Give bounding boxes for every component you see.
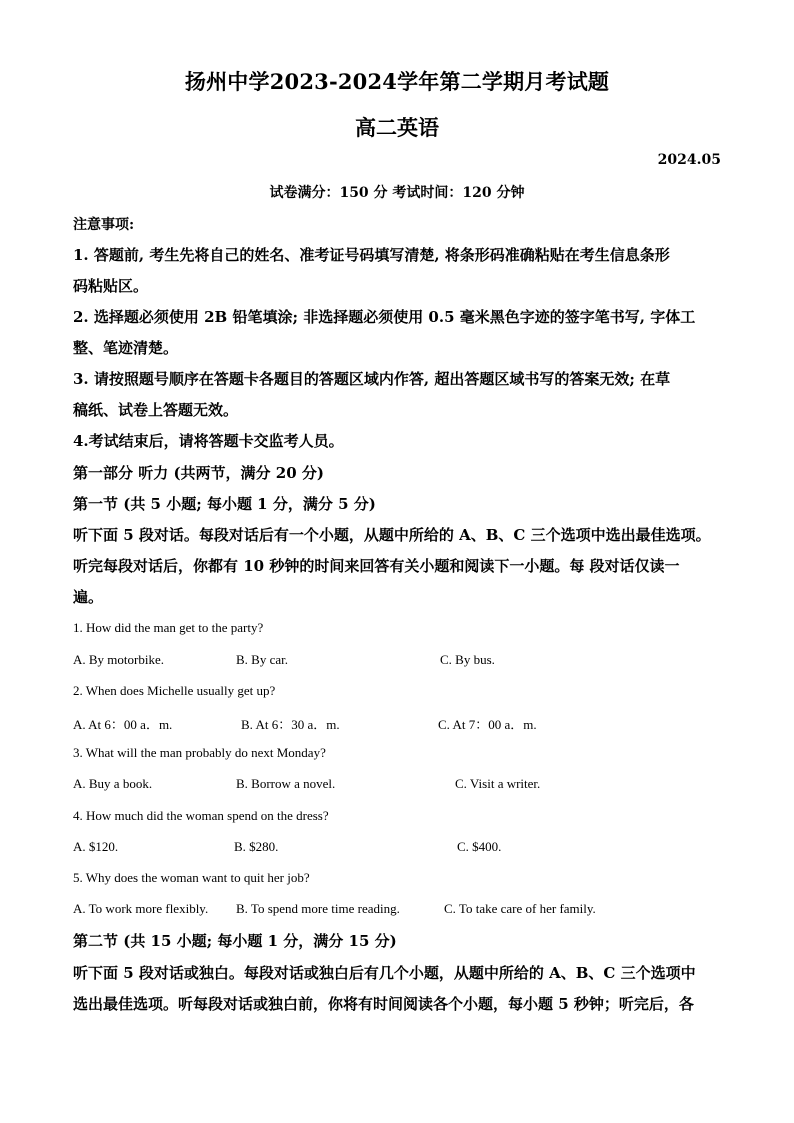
exam-date: 2024.05 xyxy=(657,152,721,168)
exam-subtitle: 高二英语 xyxy=(355,115,439,140)
section2-heading: 第二节 (共 15 小题; 每小题 1 分，满分 15 分) xyxy=(73,932,397,950)
section1-instruction: 遍。 xyxy=(73,588,104,606)
notice-line: 整、笔迹清楚。 xyxy=(73,339,179,357)
notice-line: 2. 选择题必须使用 2B 铅笔填涂; 非选择题必须使用 0.5 毫米黑色字迹的签字笔书写, 字体工 xyxy=(73,308,696,326)
section1-instruction: 听完每段对话后，你都有 10 秒钟的时间来回答有关小题和阅读下一小题。每 段对话仅读一 xyxy=(73,557,680,575)
section2-instruction: 选出最佳选项。听每段对话或独白前，你将有时间阅读各个小题，每小题 5 秒钟；听完后，各 xyxy=(73,995,694,1013)
notice-heading: 注意事项: xyxy=(73,217,135,233)
question-text: 3. What will the man probably do next Monday? xyxy=(73,745,326,760)
notice-line: 码粘贴区。 xyxy=(73,277,149,295)
exam-title: 扬州中学2023-2024学年第二学期月考试题 xyxy=(184,69,610,94)
option-a: A. To work more flexibly. xyxy=(73,901,209,916)
option-c: C. To take care of her family. xyxy=(444,901,596,916)
question-text: 5. Why does the woman want to quit her job? xyxy=(73,870,310,885)
part1-heading: 第一部分 听力 (共两节，满分 20 分) xyxy=(73,464,324,482)
option-a: A. By motorbike. xyxy=(73,652,164,667)
option-b: B. By car. xyxy=(236,652,288,667)
notice-line: 3. 请按照题号顺序在答题卡各题目的答题区域内作答, 超出答题区域书写的答案无效; 在草 xyxy=(73,370,671,388)
option-a: A. At 6：00 a．m. xyxy=(73,717,173,732)
option-b: B. $280. xyxy=(234,839,279,854)
option-c: C. Visit a writer. xyxy=(455,776,541,791)
option-c: C. By bus. xyxy=(440,652,495,667)
notice-line: 4.考试结束后，请将答题卡交监考人员。 xyxy=(73,432,344,450)
option-a: A. Buy a book. xyxy=(73,776,153,791)
question-text: 4. How much did the woman spend on the dress? xyxy=(73,808,329,823)
exam-meta: 试卷满分：150 分 考试时间：120 分钟 xyxy=(269,185,525,201)
option-c: C. At 7：00 a．m. xyxy=(438,717,537,732)
option-a: A. $120. xyxy=(73,839,119,854)
notice-line: 1. 答题前, 考生先将自己的姓名、准考证号码填写清楚, 将条形码准确粘贴在考生信息条形 xyxy=(73,246,670,264)
option-c: C. $400. xyxy=(457,839,502,854)
question-text: 1. How did the man get to the party? xyxy=(73,620,264,635)
section1-heading: 第一节 (共 5 小题; 每小题 1 分，满分 5 分) xyxy=(73,495,376,513)
section2-instruction: 听下面 5 段对话或独白。每段对话或独白后有几个小题，从题中所给的 A、B、C 三个选项中 xyxy=(73,964,696,982)
section1-instruction: 听下面 5 段对话。每段对话后有一个小题，从题中所给的 A、B、C 三个选项中选出最佳选项。 xyxy=(73,526,711,544)
notice-line: 稿纸、试卷上答题无效。 xyxy=(73,401,239,419)
question-text: 2. When does Michelle usually get up? xyxy=(73,683,276,698)
option-b: B. At 6：30 a．m. xyxy=(241,717,340,732)
option-b: B. To spend more time reading. xyxy=(236,901,400,916)
option-b: B. Borrow a novel. xyxy=(236,776,336,791)
